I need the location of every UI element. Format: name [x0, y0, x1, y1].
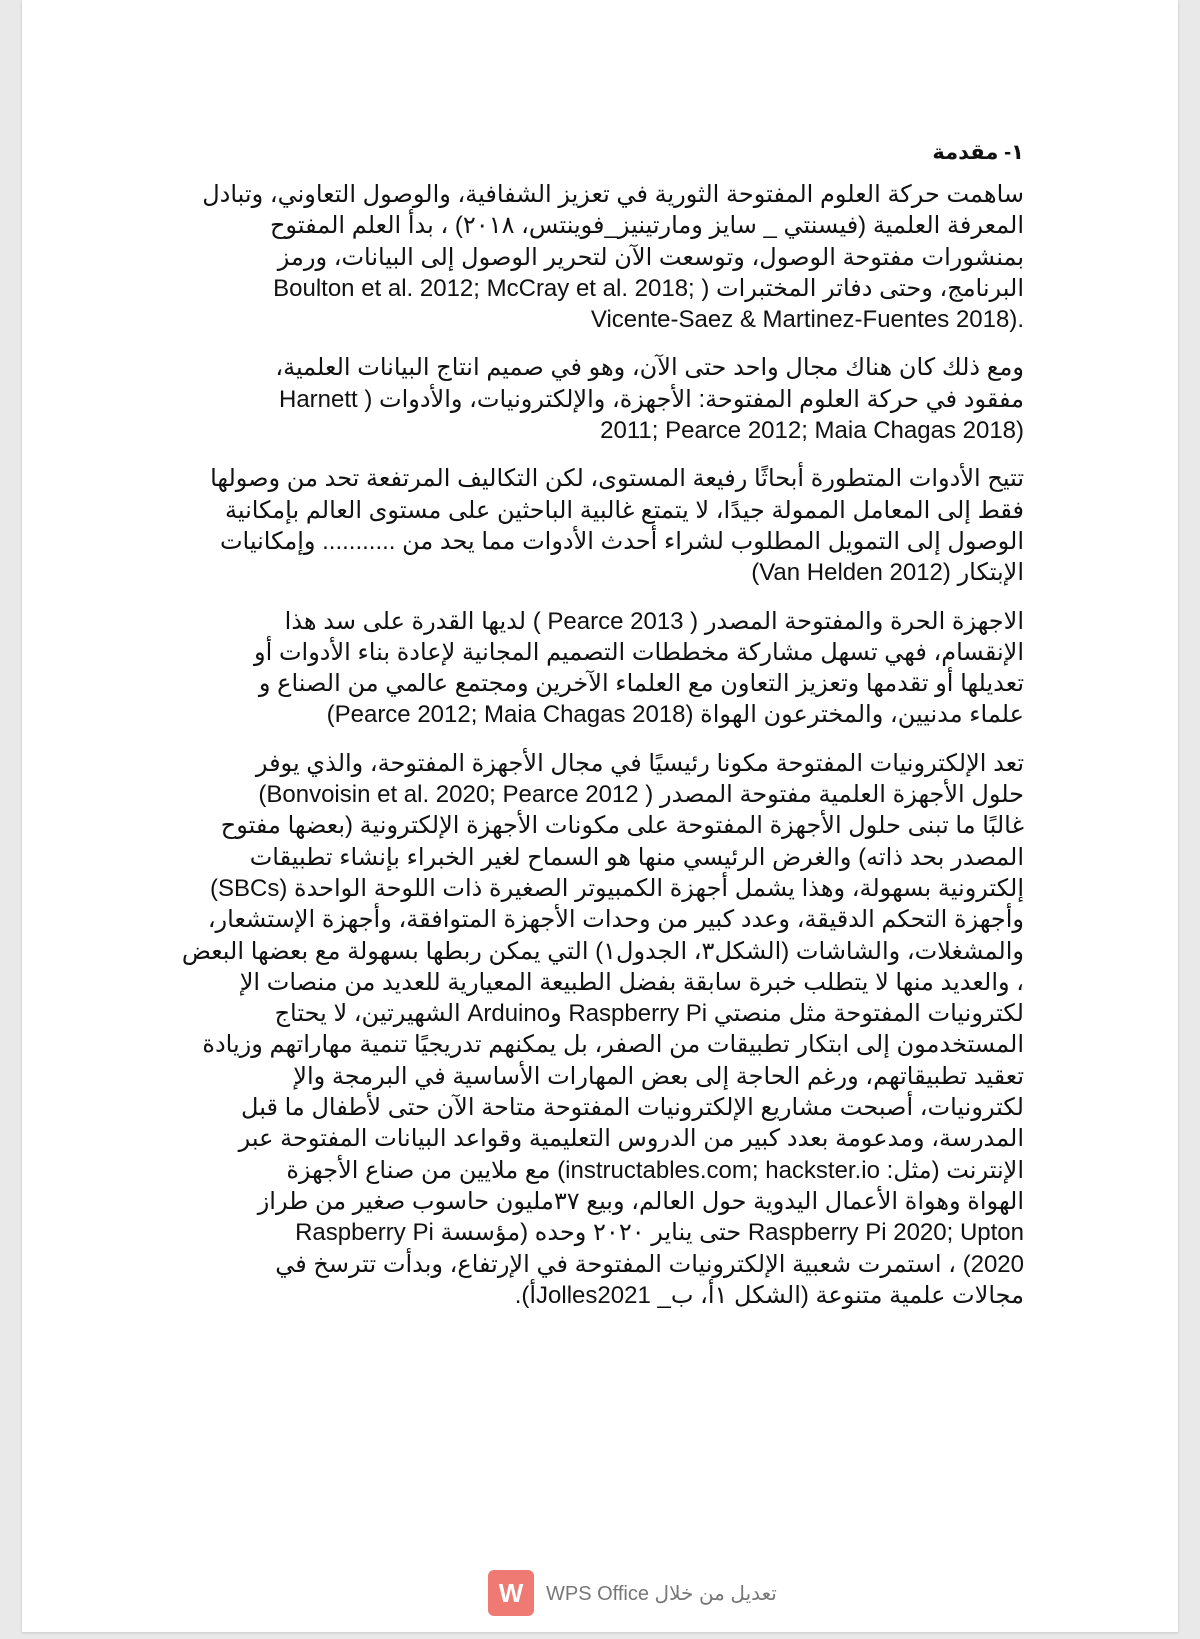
text-line: الاجهزة الحرة والمفتوحة المصدر ( Pearce 2013 ) لديها القدرة على سد هذا [284, 607, 1024, 635]
text-line: غالبًا ما تبنى حلول الأجهزة المفتوحة على مكونات الأجهزة الإلكترونية (بعضها مفتوح [220, 812, 1024, 840]
paragraph [212, 606, 1024, 731]
paragraph [181, 748, 1024, 1311]
text-line: الإبتكار (Van Helden 2012) [751, 559, 1024, 587]
text-line: مفقود في حركة العلوم المفتوحة: الأجهزة، والإلكترونيات، والأدوات ( Harnett [278, 385, 1024, 413]
text-line: والمشغلات، والشاشات (الشكل٣، الجدول١) التي يمكن ربطها بسهولة مع بعضها البعض [181, 937, 1024, 965]
document-body [181, 140, 1024, 1328]
text-line: الوصول إلى التمويل المطلوب لشراء أحدث الأدوات مما يحد من ........... وإمكانيات [219, 527, 1024, 555]
text-line: Raspberry Pi حتى يناير ٢٠٢٠ وحده (مؤسسة Raspberry Pi 2020; Upton [295, 1219, 1024, 1247]
text-line: تعقيد تطبيقاتهم، ورغم الحاجة إلى بعض المهارات الأساسية في البرمجة والإ [293, 1062, 1024, 1090]
text-line: الإنقسام، فهي تسهل مشاركة مخططات التصميم المجانية لإعادة بناء الأدوات أو [254, 638, 1024, 666]
text-line: لكترونيات المفتوحة مثل منصتي Raspberry Pi وArduino الشهيرتين، لا يحتاج [274, 1000, 1024, 1028]
text-line: فقط إلى المعامل الممولة جيدًا، لا يتمتع غالبية الباحثين على مستوى العالم بإمكانية [224, 496, 1024, 524]
wps-logo-icon: W [488, 1570, 534, 1616]
text-line: المصدر بحد ذاته) والغرض الرئيسي منها هو السماح لغير الخبراء بإنشاء تطبيقات [249, 843, 1024, 871]
text-line: تعد الإلكترونيات المفتوحة مكونا رئيسيًا في مجال الأجهزة المفتوحة، والذي يوفر [255, 749, 1024, 777]
text-line: البرنامج، وحتى دفاتر المختبرات ( ;Boulton et al. 2012; McCray et al. 2018 [273, 274, 1024, 302]
text-line: مجالات علمية متنوعة (الشكل ١أ، ب_ Jolles2021أ). [514, 1281, 1024, 1309]
text-line: حلول الأجهزة العلمية مفتوحة المصدر ( Bonvoisin et al. 2020; Pearce 2012) [258, 781, 1024, 809]
text-line: 2011; Pearce 2012; Maia Chagas 2018) [600, 417, 1024, 445]
text-line: ساهمت حركة العلوم المفتوحة الثورية في تعزيز الشفافية، والوصول التعاوني، وتبادل [202, 181, 1024, 208]
section-heading: ١- مقدمة [932, 141, 1024, 164]
text-line: تتيح الأدوات المتطورة أبحاثًا رفيعة المستوى، لكن التكاليف المرتفعة تحد من وصولها [210, 465, 1024, 493]
text-line: وأجهزة التحكم الدقيقة، وعدد كبير من وحدات الأجهزة المتوافقة، وأجهزة الإستشعار، [207, 906, 1024, 934]
document-page [22, 0, 1178, 1632]
paragraph [212, 352, 1024, 446]
text-line: تعديلها أو تقدمها وتعزيز التعاون مع العلماء الآخرين ومجتمع عالمي من الصناع و [258, 670, 1024, 698]
text-line: المعرفة العلمية (فيسنتي _ سايز ومارتينيز_فوينتس، ٢٠١٨) ، بدأ العلم المفتوح [269, 212, 1024, 240]
text-line: الهواة وهواة الأعمال اليدوية حول العالم، وبيع ٣٧مليون حاسوب صغير من طراز [257, 1187, 1024, 1215]
paragraph [202, 179, 1024, 335]
text-line: المستخدمون إلى ابتكار تطبيقات من الصفر، بل يمكنهم تدريجيًا تنمية مهاراتهم وزيادة [202, 1031, 1024, 1059]
text-line: 2020) ، استمرت شعبية الإلكترونيات المفتوحة في الإرتفاع، وبدأت تترسخ في [275, 1250, 1024, 1278]
text-line: لكترونيات، أصبحت مشاريع الإلكترونيات المفتوحة متاحة الآن حتى لأطفال ما قبل [241, 1094, 1024, 1122]
watermark-text: تعديل من خلال WPS Office [546, 1582, 777, 1605]
text-line: علماء مدنيين، والمخترعون الهواة (Pearce 2012; Maia Chagas 2018) [326, 701, 1024, 729]
paragraph [212, 463, 1024, 588]
text-line: إلكترونية بسهولة، وهذا يشمل أجهزة الكمبيوتر الصغيرة ذات اللوحة الواحدة (SBCs) [209, 874, 1024, 902]
wps-watermark [488, 1570, 777, 1616]
text-line: ومع ذلك كان هناك مجال واحد حتى الآن، وهو في صميم انتاج البيانات العلمية، [275, 354, 1024, 382]
text-line: ، والعديد منها لا يتطلب خبرة سابقة بفضل الطبيعة المعيارية للعديد من منصات الإ [239, 968, 1024, 996]
text-line: Vicente-Saez & Martinez-Fuentes 2018). [590, 306, 1024, 334]
text-line: الإنترنت (مثل: instructables.com; hackster.io) مع ملايين من صناع الأجهزة [286, 1156, 1024, 1184]
text-line: المدرسة، ومدعومة بعدد كبير من الدروس التعليمية وقواعد البيانات المفتوحة عبر [238, 1125, 1024, 1153]
text-line: بمنشورات مفتوحة الوصول، وتوسعت الآن لتحرير الوصول إلى البيانات، ورمز [277, 243, 1024, 271]
